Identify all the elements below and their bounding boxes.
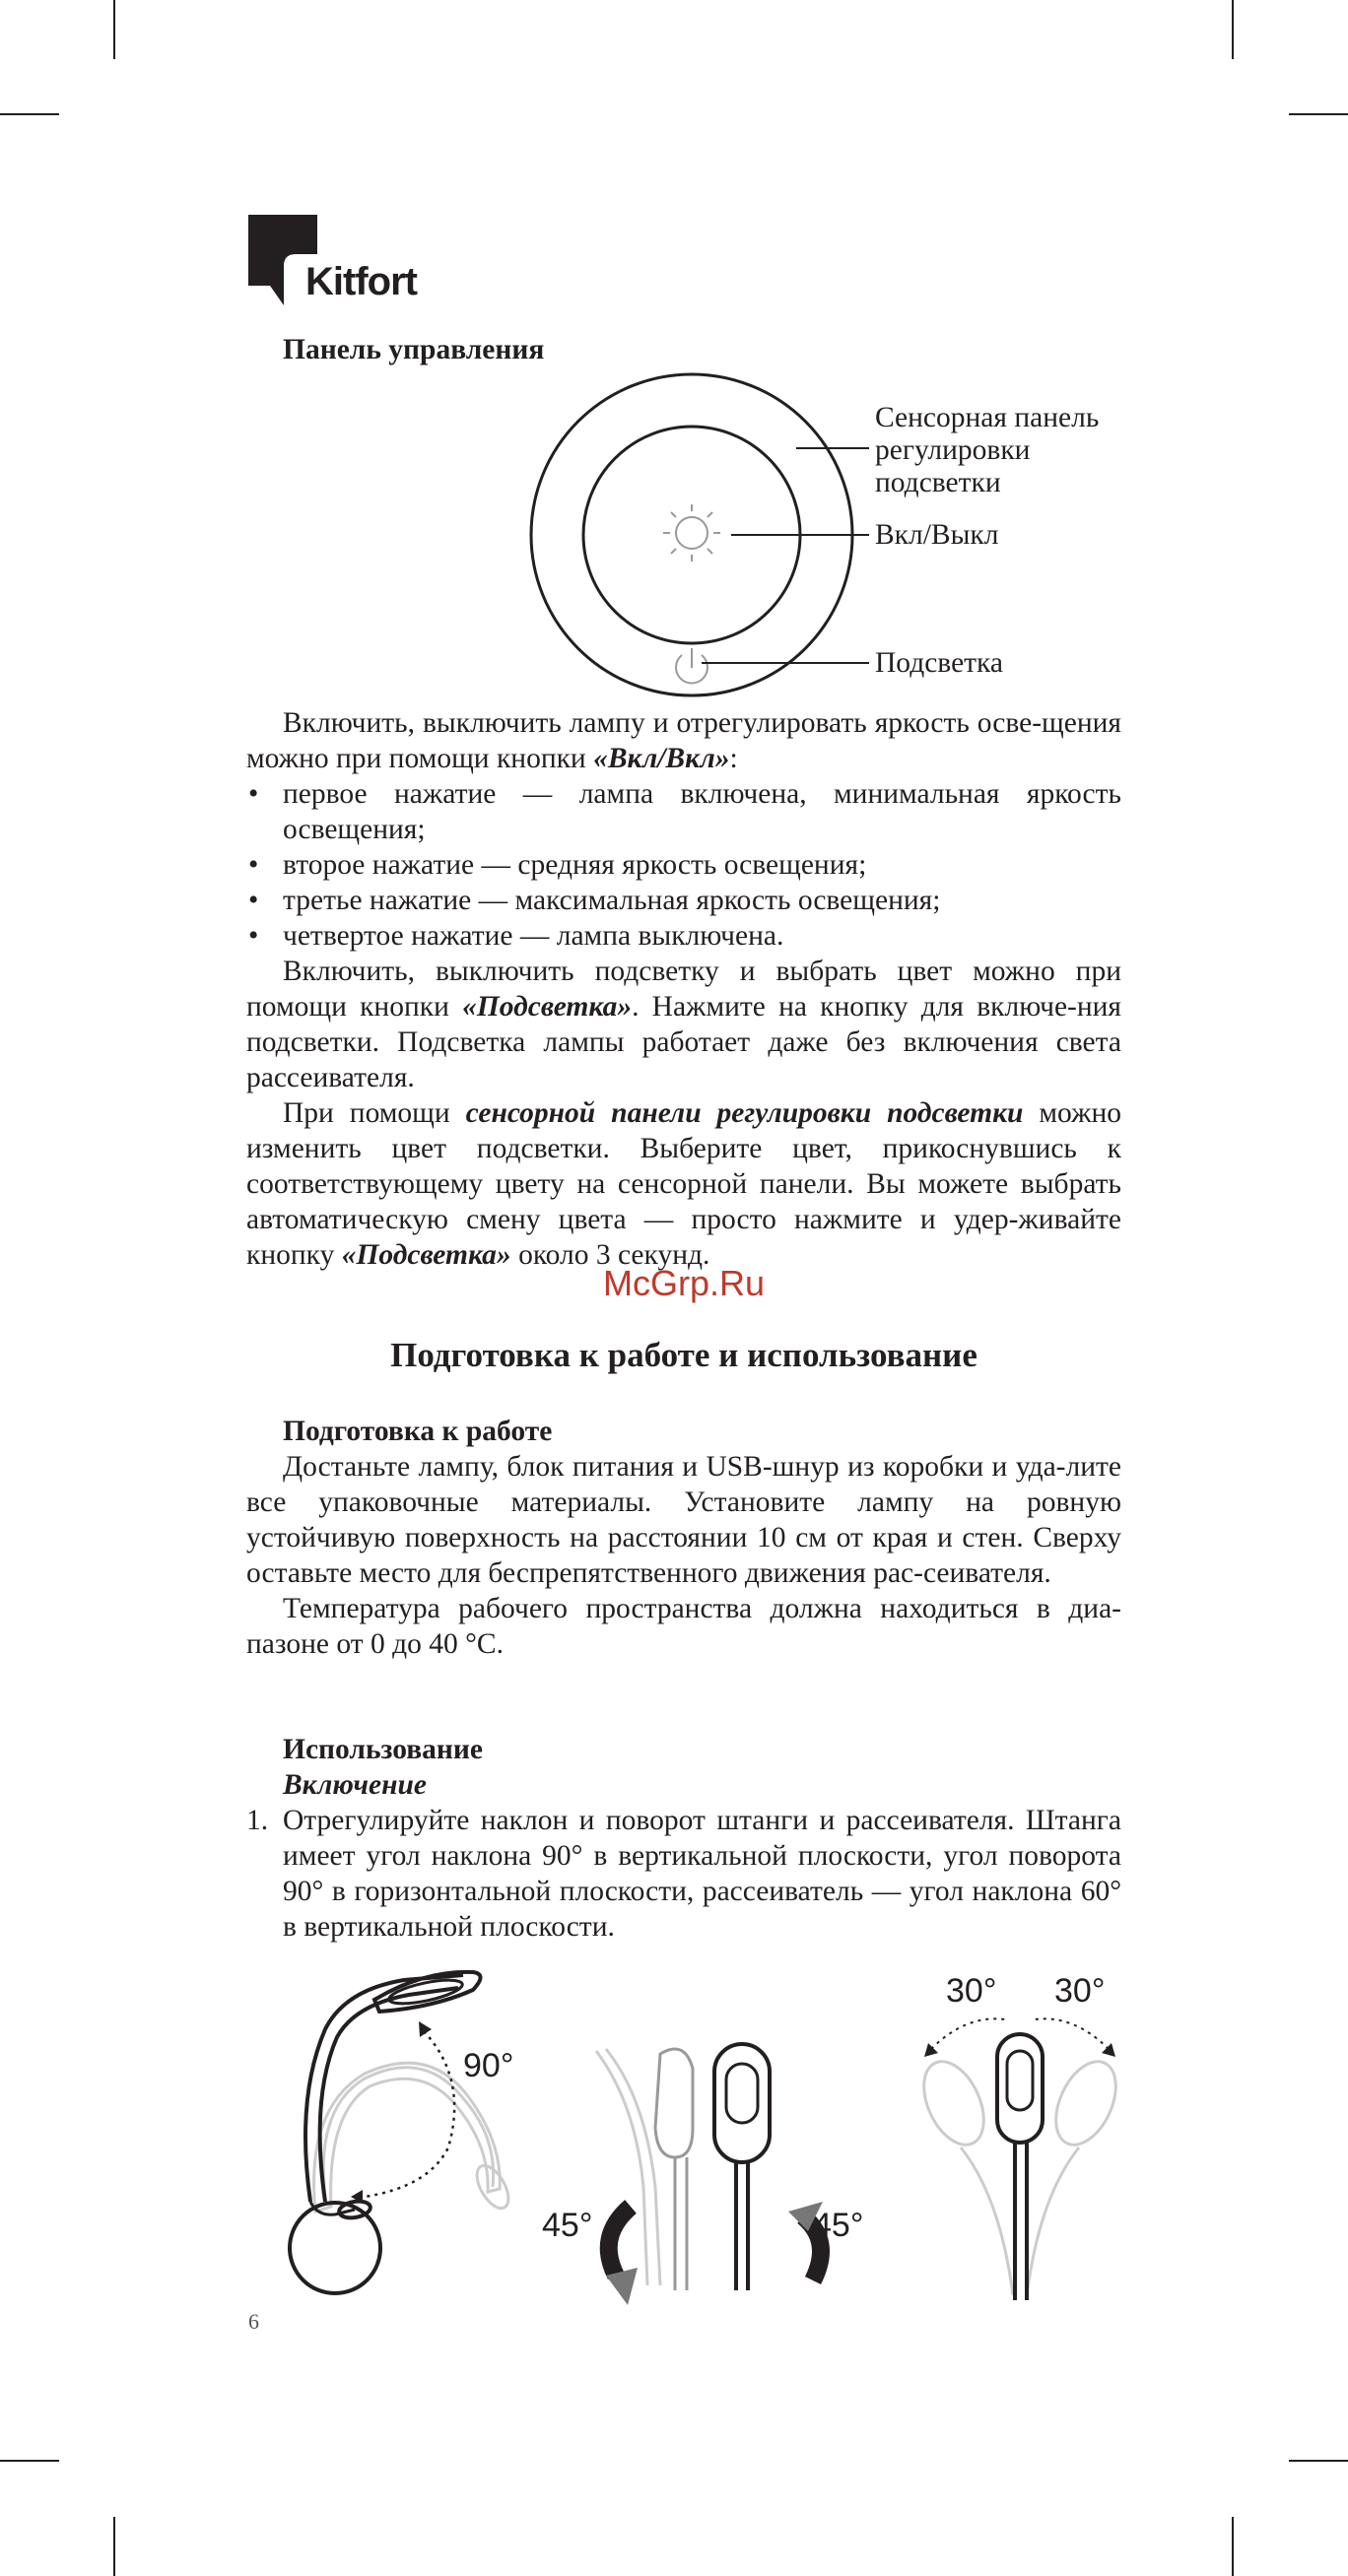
text-run: : <box>729 743 738 774</box>
crop-mark <box>1289 2460 1348 2462</box>
head-tilt-left-label: 30° <box>946 1972 997 2010</box>
list-item: • первое нажатие — лампа включена, минимальная яркость освещения; <box>246 776 1121 847</box>
backlight-label: Подсветка <box>875 647 1004 679</box>
text-run: около 3 секунд. <box>510 1239 710 1271</box>
list-item <box>246 1803 1121 1945</box>
text-run: Включить, выключить подсветку и выбрать цвет можно при помощи кнопки <box>246 956 1121 1023</box>
head-tilt-right-label: 30° <box>1054 1972 1106 2010</box>
usage-section <box>246 1732 1121 1945</box>
tilt-angle-label: 90° <box>463 2047 514 2084</box>
lamp-tilt-illustration <box>256 1960 552 2295</box>
step-text: Отрегулируйте наклон и поворот штанги и рассеивателя. Штанга имеет угол наклона 90° в вертикальной плоскости, угол поворота 90° в горизонтальной плоскости, рассеиватель — угол наклона 60° в вертикальной плоскости. <box>283 1805 1121 1943</box>
sensor-panel-label-2: регулировки <box>875 434 1031 466</box>
press-sequence-list <box>246 776 1121 954</box>
backlight-button-ref: «Подсветка» <box>462 991 633 1023</box>
prep-heading: Подготовка к работе <box>283 1416 553 1447</box>
sensor-panel-ref: сенсорной панели регулировки подсветки <box>465 1097 1024 1129</box>
brand-name: Kitfort <box>305 260 417 303</box>
control-panel-diagram <box>0 0 1348 709</box>
text-run: . Нажмите на кнопку для включе-ния подсветки. Подсветка лампы работает даже без включения света рассеивателя. <box>246 991 1122 1093</box>
text-run: можно изменить цвет подсветки. Выберите цвет, прикоснувшись к соответствующему цвету на сенсорной панели. Вы можете выбрать автоматическую смену цвета — просто нажмите и удер-живайте кнопку <box>246 1097 1121 1271</box>
paragraph <box>246 705 1121 776</box>
lamp-rotation-illustration <box>537 2039 872 2305</box>
text-run: При помощи <box>283 1097 466 1129</box>
paragraph <box>246 1095 1121 1273</box>
use-heading: Использование <box>283 1734 484 1765</box>
paragraph: Температура рабочего пространства должна находиться в диа-пазоне от 0 до 40 °С. <box>246 1593 1121 1660</box>
page-number: 6 <box>248 2309 259 2334</box>
sun-icon <box>663 504 720 561</box>
step-number: 1. <box>246 1805 269 1836</box>
use-subheading: Включение <box>283 1769 427 1801</box>
paragraph <box>246 954 1121 1095</box>
text-run: Включить, выключить лампу и отрегулировать яркость осве-щения можно при помощи кнопки <box>246 707 1121 774</box>
watermark: McGrp.Ru <box>602 1263 766 1303</box>
rotation-left-label: 45° <box>542 2207 593 2244</box>
onoff-button-ref: «Вкл/Вкл» <box>593 743 730 774</box>
list-item: • четвертое нажатие — лампа выключена. <box>246 918 1121 954</box>
panel-heading: Панель управления <box>283 334 545 365</box>
section-title: Подготовка к работе и использование <box>390 1336 977 1374</box>
crop-mark <box>113 2517 115 2576</box>
paragraph: Достаньте лампу, блок питания и USB-шнур из коробки и уда-лите все упаковочные материалы. Установите лампу на ровную устойчивую поверхность на расстоянии 10 см от края и стен. Сверху оставьте место для беспрепятственного движения рас-сеивателя. <box>246 1451 1121 1589</box>
list-item: • второе нажатие — средняя яркость освещения; <box>246 847 1121 883</box>
steps-list <box>246 1803 1121 1945</box>
rotation-right-label: 45° <box>813 2207 864 2244</box>
backlight-button-ref: «Подсветка» <box>341 1239 511 1271</box>
onoff-label: Вкл/Выкл <box>875 519 999 551</box>
sensor-panel-label-3: подсветки <box>875 467 1001 498</box>
panel-description <box>246 705 1121 1273</box>
crop-mark <box>1232 2517 1234 2576</box>
preparation-section <box>246 1414 1121 1662</box>
sensor-panel-label-1: Сенсорная панель <box>875 402 1100 433</box>
diffuser-tilt-illustration <box>907 1960 1133 2305</box>
power-icon <box>676 648 708 683</box>
list-item: • третье нажатие — максимальная яркость освещения; <box>246 883 1121 918</box>
crop-mark <box>0 2460 59 2462</box>
